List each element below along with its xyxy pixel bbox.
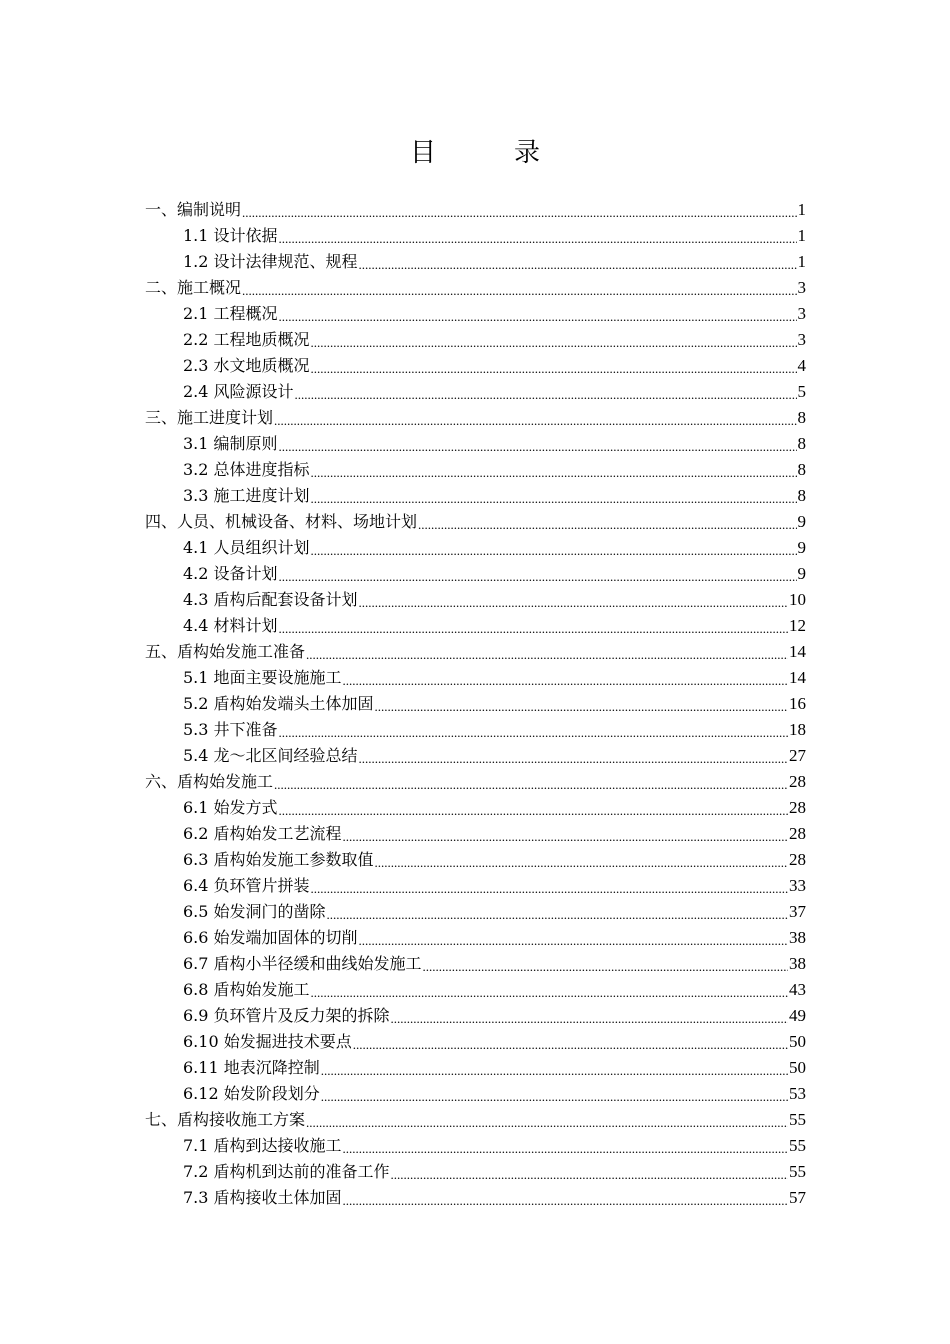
toc-dot-leader (306, 1109, 788, 1131)
toc-dot-leader (279, 615, 788, 637)
toc-dot-leader (311, 979, 788, 1001)
toc-entry-label: 6.12 始发阶段划分 (183, 1084, 320, 1103)
toc-entry-label: 3.3 施工进度计划 (183, 486, 310, 505)
toc-entry-label: 6.8 盾构始发施工 (183, 980, 310, 999)
toc-dot-leader (311, 537, 797, 559)
toc-page-number: 16 (789, 694, 806, 713)
toc-entry-label: 六、盾构始发施工 (145, 772, 274, 791)
toc-page-number: 3 (797, 278, 806, 297)
toc-dot-leader (321, 1083, 788, 1105)
toc-subsection-entry[interactable] (145, 845, 806, 871)
toc-subsection-entry[interactable] (145, 1053, 806, 1079)
toc-page-number: 8 (797, 434, 806, 453)
toc-page-number: 1 (797, 226, 806, 245)
toc-page-number: 12 (789, 616, 806, 635)
toc-entry-label: 三、施工进度计划 (145, 408, 274, 427)
toc-subsection-entry[interactable] (145, 923, 806, 949)
toc-dot-leader (418, 511, 796, 533)
toc-page-number: 3 (797, 330, 806, 349)
table-of-contents (145, 195, 806, 1209)
toc-entry-label: 五、盾构始发施工准备 (145, 642, 306, 661)
toc-page-number: 8 (797, 408, 806, 427)
toc-entry-label: 7.2 盾构机到达前的准备工作 (183, 1162, 390, 1181)
toc-entry-label: 5.1 地面主要设施施工 (183, 668, 342, 687)
toc-entry-label: 7.1 盾构到达接收施工 (183, 1136, 342, 1155)
toc-dot-leader (311, 355, 797, 377)
toc-dot-leader (359, 927, 788, 949)
toc-page-number: 37 (789, 902, 806, 921)
toc-page-number: 9 (797, 538, 806, 557)
toc-page-number: 28 (789, 850, 806, 869)
toc-dot-leader (343, 667, 788, 689)
toc-dot-leader (274, 407, 796, 429)
toc-dot-leader (279, 433, 797, 455)
toc-subsection-entry[interactable] (145, 533, 806, 559)
toc-subsection-entry[interactable] (145, 793, 806, 819)
toc-section-entry[interactable] (145, 195, 806, 221)
toc-page-number: 8 (797, 460, 806, 479)
toc-dot-leader (311, 329, 797, 351)
toc-page-number: 53 (789, 1084, 806, 1103)
toc-page-number: 50 (789, 1032, 806, 1051)
toc-subsection-entry[interactable] (145, 689, 806, 715)
toc-entry-label: 2.1 工程概况 (183, 304, 278, 323)
toc-entry-label: 6.9 负环管片及反力架的拆除 (183, 1006, 390, 1025)
toc-page-number: 18 (789, 720, 806, 739)
toc-section-entry[interactable] (145, 507, 806, 533)
toc-page-number: 3 (797, 304, 806, 323)
toc-page-number: 9 (797, 564, 806, 583)
toc-dot-leader (343, 823, 788, 845)
toc-page-number: 55 (789, 1136, 806, 1155)
toc-page-number: 33 (789, 876, 806, 895)
toc-page-number: 27 (789, 746, 806, 765)
toc-entry-label: 4.2 设备计划 (183, 564, 278, 583)
toc-entry-label: 6.6 始发端加固体的切削 (183, 928, 358, 947)
toc-section-entry[interactable] (145, 637, 806, 663)
toc-page-number: 9 (797, 512, 806, 531)
toc-dot-leader (391, 1005, 788, 1027)
toc-dot-leader (359, 745, 788, 767)
toc-dot-leader (311, 875, 788, 897)
toc-subsection-entry[interactable] (145, 741, 806, 767)
toc-entry-label: 6.3 盾构始发施工参数取值 (183, 850, 374, 869)
toc-dot-leader (242, 277, 796, 299)
toc-dot-leader (343, 1187, 788, 1209)
toc-entry-label: 6.10 始发掘进技术要点 (183, 1032, 352, 1051)
toc-dot-leader (311, 485, 797, 507)
toc-subsection-entry[interactable] (145, 377, 806, 403)
toc-dot-leader (242, 199, 796, 221)
toc-subsection-entry[interactable] (145, 1131, 806, 1157)
toc-subsection-entry[interactable] (145, 1079, 806, 1105)
toc-page-number: 28 (789, 824, 806, 843)
toc-section-entry[interactable] (145, 1105, 806, 1131)
toc-entry-label: 一、编制说明 (145, 200, 242, 219)
toc-entry-label: 4.1 人员组织计划 (183, 538, 310, 557)
toc-subsection-entry[interactable] (145, 949, 806, 975)
toc-subsection-entry[interactable] (145, 351, 806, 377)
toc-subsection-entry[interactable] (145, 455, 806, 481)
toc-page-number: 28 (789, 772, 806, 791)
toc-dot-leader (375, 693, 788, 715)
toc-dot-leader (279, 797, 788, 819)
toc-section-entry[interactable] (145, 403, 806, 429)
toc-entry-label: 5.4 龙～北区间经验总结 (183, 746, 358, 765)
toc-entry-label: 二、施工概况 (145, 278, 242, 297)
toc-subsection-entry[interactable] (145, 975, 806, 1001)
toc-page-number: 8 (797, 486, 806, 505)
toc-entry-label: 2.4 风险源设计 (183, 382, 294, 401)
toc-subsection-entry[interactable] (145, 429, 806, 455)
toc-entry-label: 5.2 盾构始发端头土体加固 (183, 694, 374, 713)
toc-subsection-entry[interactable] (145, 663, 806, 689)
toc-page-number: 50 (789, 1058, 806, 1077)
toc-entry-label: 1.1 设计依据 (183, 226, 278, 245)
toc-dot-leader (327, 901, 788, 923)
toc-subsection-entry[interactable] (145, 611, 806, 637)
toc-page-number: 10 (789, 590, 806, 609)
toc-dot-leader (306, 641, 788, 663)
toc-page-number: 14 (789, 668, 806, 687)
toc-dot-leader (279, 563, 797, 585)
toc-entry-label: 4.4 材料计划 (183, 616, 278, 635)
toc-subsection-entry[interactable] (145, 559, 806, 585)
toc-dot-leader (321, 1057, 788, 1079)
toc-entry-label: 6.4 负环管片拼装 (183, 876, 310, 895)
toc-page-number: 5 (797, 382, 806, 401)
toc-dot-leader (359, 251, 797, 273)
toc-entry-label: 3.1 编制原则 (183, 434, 278, 453)
toc-dot-leader (279, 719, 788, 741)
toc-entry-label: 1.2 设计法律规范、规程 (183, 252, 358, 271)
toc-page-number: 38 (789, 954, 806, 973)
page-title: 目 录 (409, 138, 566, 168)
toc-dot-leader (353, 1031, 788, 1053)
toc-subsection-entry[interactable] (145, 247, 806, 273)
toc-entry-label: 7.3 盾构接收土体加固 (183, 1188, 342, 1207)
toc-subsection-entry[interactable] (145, 221, 806, 247)
toc-page-number: 57 (789, 1188, 806, 1207)
toc-page-number: 1 (797, 200, 806, 219)
toc-subsection-entry[interactable] (145, 897, 806, 923)
toc-entry-label: 七、盾构接收施工方案 (145, 1110, 306, 1129)
toc-entry-label: 5.3 井下准备 (183, 720, 278, 739)
toc-page-number: 49 (789, 1006, 806, 1025)
toc-dot-leader (423, 953, 788, 975)
toc-subsection-entry[interactable] (145, 1001, 806, 1027)
toc-entry-label: 6.2 盾构始发工艺流程 (183, 824, 342, 843)
toc-dot-leader (295, 381, 797, 403)
toc-dot-leader (274, 771, 788, 793)
toc-section-entry[interactable] (145, 273, 806, 299)
toc-page-number: 55 (789, 1162, 806, 1181)
toc-entry-label: 6.11 地表沉降控制 (183, 1058, 320, 1077)
toc-entry-label: 6.5 始发洞门的凿除 (183, 902, 326, 921)
toc-dot-leader (343, 1135, 788, 1157)
toc-page-number: 38 (789, 928, 806, 947)
toc-subsection-entry[interactable] (145, 1183, 806, 1209)
toc-dot-leader (279, 225, 797, 247)
toc-page-number: 1 (797, 252, 806, 271)
toc-dot-leader (279, 303, 797, 325)
toc-subsection-entry[interactable] (145, 481, 806, 507)
toc-page-number: 28 (789, 798, 806, 817)
toc-page-number: 4 (797, 356, 806, 375)
toc-entry-label: 2.3 水文地质概况 (183, 356, 310, 375)
toc-dot-leader (375, 849, 788, 871)
toc-page-number: 55 (789, 1110, 806, 1129)
toc-page-number: 43 (789, 980, 806, 999)
toc-page-number: 14 (789, 642, 806, 661)
toc-subsection-entry[interactable] (145, 819, 806, 845)
toc-subsection-entry[interactable] (145, 871, 806, 897)
toc-entry-label: 3.2 总体进度指标 (183, 460, 310, 479)
toc-dot-leader (359, 589, 788, 611)
toc-subsection-entry[interactable] (145, 325, 806, 351)
toc-subsection-entry[interactable] (145, 715, 806, 741)
toc-entry-label: 2.2 工程地质概况 (183, 330, 310, 349)
toc-subsection-entry[interactable] (145, 299, 806, 325)
toc-entry-label: 四、人员、机械设备、材料、场地计划 (145, 512, 418, 531)
toc-entry-label: 6.7 盾构小半径缓和曲线始发施工 (183, 954, 422, 973)
toc-subsection-entry[interactable] (145, 585, 806, 611)
toc-entry-label: 6.1 始发方式 (183, 798, 278, 817)
toc-subsection-entry[interactable] (145, 1157, 806, 1183)
toc-subsection-entry[interactable] (145, 1027, 806, 1053)
toc-entry-label: 4.3 盾构后配套设备计划 (183, 590, 358, 609)
toc-dot-leader (391, 1161, 788, 1183)
toc-dot-leader (311, 459, 797, 481)
toc-section-entry[interactable] (145, 767, 806, 793)
